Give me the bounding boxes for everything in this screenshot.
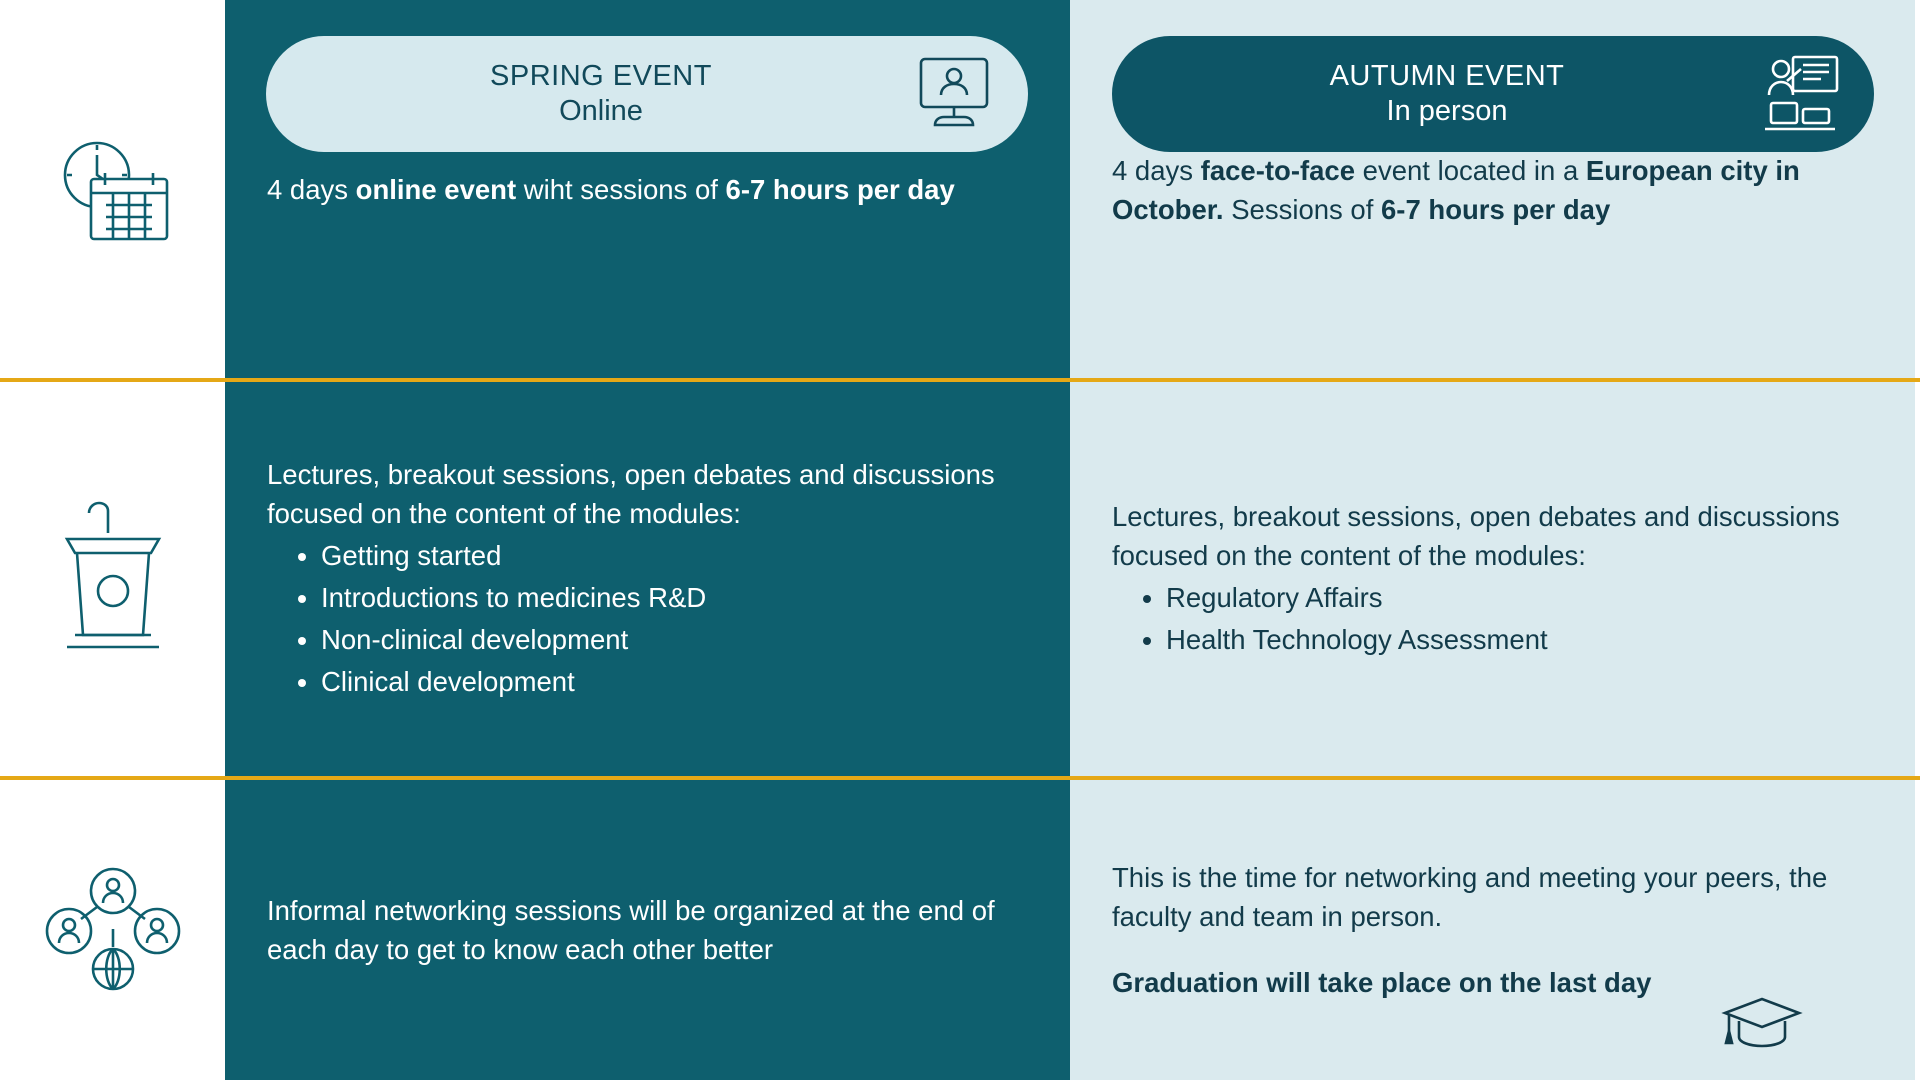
row-2-edge <box>1915 380 1920 780</box>
monitor-person-icon <box>908 48 1000 140</box>
row-3-autumn-cell <box>1070 780 1915 1080</box>
autumn-event-subtitle: In person <box>1386 95 1508 127</box>
lectern-icon <box>53 495 173 665</box>
spring-event-header <box>266 36 1028 152</box>
autumn-event-title: AUTUMN EVENT <box>1329 59 1565 92</box>
networking-people-icon <box>45 865 181 995</box>
row-2-autumn-intro: Lectures, breakout sessions, open debates and discussions focused on the content of the modules: <box>1112 501 1840 572</box>
spring-event-title: SPRING EVENT <box>490 59 712 92</box>
spring-event-subtitle: Online <box>559 95 643 127</box>
row-3-edge <box>1915 780 1920 1080</box>
presentation-person-icon <box>1754 48 1846 140</box>
list-item: • Getting started <box>321 537 1000 575</box>
row-1-icon-cell <box>0 0 225 380</box>
row-3-icon-cell <box>0 780 225 1080</box>
row-2-autumn-list <box>1112 579 1855 659</box>
list-item: • Regulatory Affairs <box>1166 579 1855 617</box>
row-2-spring-intro: Lectures, breakout sessions, open debates and discussions focused on the content of the modules: <box>267 459 995 530</box>
row-2-autumn-text <box>1112 497 1855 663</box>
row-3-autumn-intro: This is the time for networking and meeting your peers, the faculty and team in person. <box>1112 862 1828 933</box>
row-2-spring-text <box>267 455 1000 705</box>
row-1-edge <box>1915 0 1920 380</box>
row-1-autumn-text: 4 days face-to-face event located in a European city in October. Sessions of 6-7 hours per day <box>1112 154 1800 225</box>
autumn-event-header <box>1112 36 1874 152</box>
row-2-autumn-cell <box>1070 380 1915 780</box>
row-3-spring-cell <box>225 780 1070 1080</box>
list-item: • Health Technology Assessment <box>1166 621 1855 659</box>
row-1-spring-text: 4 days online event wiht sessions of 6-7 hours per day <box>267 174 955 206</box>
divider-rule-2 <box>0 776 1920 780</box>
clock-calendar-icon <box>49 131 177 249</box>
row-2-icon-cell <box>0 380 225 780</box>
row-3-autumn-bold-line: Graduation will take place on the last day <box>1112 966 1652 998</box>
list-item: • Non-clinical development <box>321 621 1000 659</box>
divider-rule-1 <box>0 378 1920 382</box>
row-2-spring-cell <box>225 380 1070 780</box>
list-item: • Introductions to medicines R&D <box>321 579 1000 617</box>
graduation-cap-icon <box>1719 995 1805 1056</box>
list-item: • Clinical development <box>321 663 1000 701</box>
row-3-spring-text: Informal networking sessions will be organized at the end of each day to get to know each other better <box>267 894 995 965</box>
row-2-spring-list <box>267 537 1000 701</box>
